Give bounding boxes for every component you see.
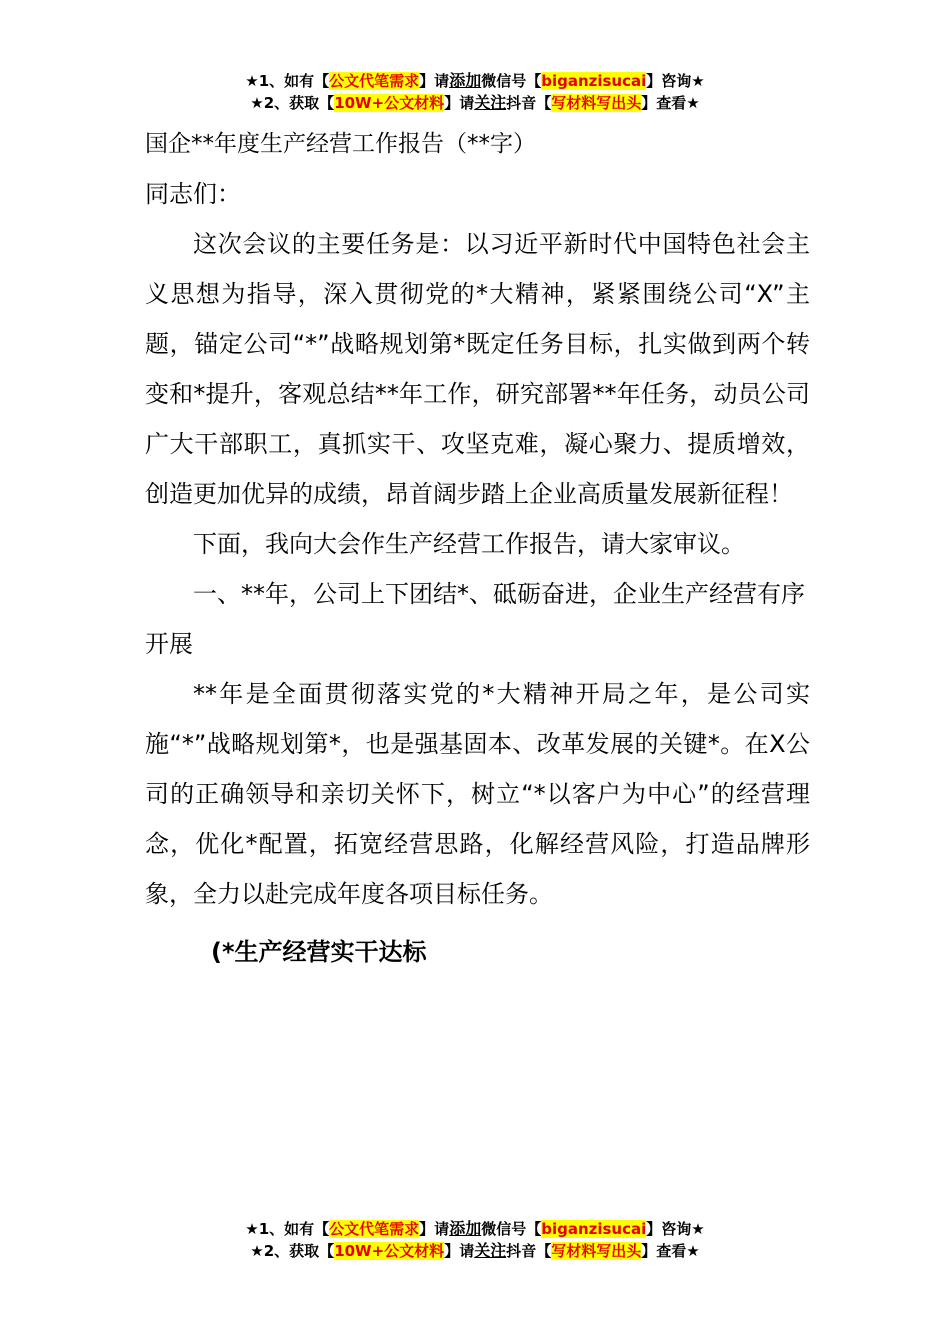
promo-line-1: ★1、如有【公文代笔需求】请添加微信号【biganzisucai】咨询★ bbox=[245, 71, 705, 90]
highlight-service: 公文代笔需求 bbox=[329, 1220, 420, 1238]
promo-line-1: ★1、如有【公文代笔需求】请添加微信号【biganzisucai】咨询★ bbox=[245, 1219, 705, 1238]
document-body bbox=[145, 122, 810, 977]
section-heading: 一、**年，公司上下团结*、砥砺奋进，企业生产经营有序开展 bbox=[145, 580, 805, 658]
paragraph-report: 下面，我向大会作生产经营工作报告，请大家审议。 bbox=[193, 530, 745, 558]
promo-header bbox=[0, 70, 950, 114]
highlight-materials: 10W+公文材料 bbox=[334, 94, 445, 112]
document-title: 国企**年度生产经营工作报告（**字） bbox=[145, 131, 536, 157]
highlight-douyin-account: 写材料写出头 bbox=[551, 94, 642, 112]
highlight-douyin-account: 写材料写出头 bbox=[551, 1242, 642, 1260]
paragraph-intro: 这次会议的主要任务是：以习近平新时代中国特色社会主义思想为指导，深入贯彻党的*大精神，紧紧围绕公司“X”主题，锚定公司“*”战略规划第*既定任务目标，扎实做到两个转变和*提升，客观总结**年工作，研究部署**年任务，动员公司广大干部职工，真抓实干、攻坚克难，凝心聚力、提质增效，创造更加优异的成绩，昂首阔步踏上企业高质量发展新征程！ bbox=[145, 230, 810, 508]
highlight-materials: 10W+公文材料 bbox=[334, 1242, 445, 1260]
highlight-wechat-id: biganzisucai bbox=[541, 72, 647, 90]
paragraph-summary: **年是全面贯彻落实党的*大精神开局之年，是公司实施“*”战略规划第*，也是强基固本、改革发展的关键*。在X公司的正确领导和亲切关怀下，树立“*以客户为中心”的经营理念，优化*配置，拓宽经营思路，化解经营风险，打造品牌形象，全力以赴完成年度各项目标任务。 bbox=[145, 680, 810, 908]
salutation: 同志们： bbox=[145, 180, 241, 208]
promo-line-2: ★2、获取【10W+公文材料】请关注抖音【写材料写出头】查看★ bbox=[250, 1241, 700, 1260]
subsection-heading: (*生产经营实干达标 bbox=[211, 938, 427, 966]
promo-footer bbox=[0, 1218, 950, 1262]
promo-line-2: ★2、获取【10W+公文材料】请关注抖音【写材料写出头】查看★ bbox=[250, 93, 700, 112]
highlight-service: 公文代笔需求 bbox=[329, 72, 420, 90]
highlight-wechat-id: biganzisucai bbox=[541, 1220, 647, 1238]
